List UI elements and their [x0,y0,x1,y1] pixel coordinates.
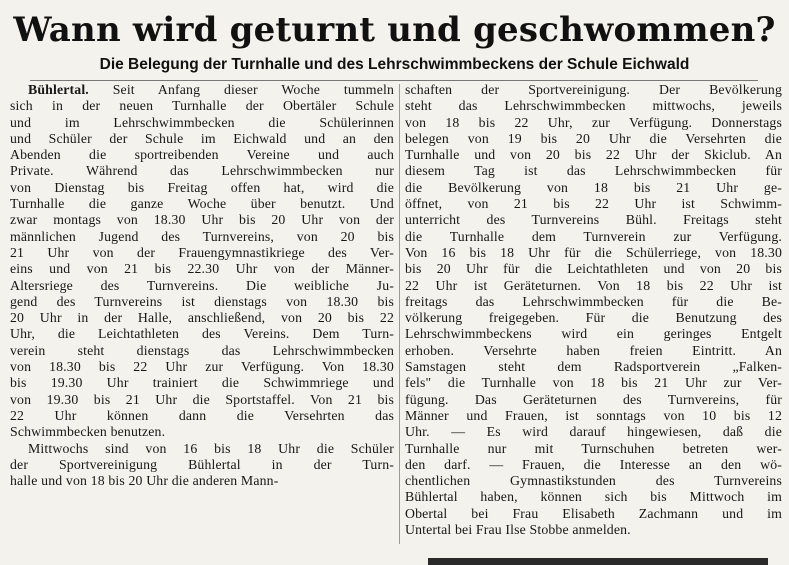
text-line: Lehrschwimmbeckens wird ein geringes Entgelt [405,326,782,342]
text-line: 22 Uhr ist Geräteturnen. Von 18 bis 22 Uhr ist [405,277,782,293]
text-line: die Bevölkerung von 18 bis 21 Uhr ge- [405,179,782,195]
text-line: steht das Lehrschwimmbecken mittwochs, jeweils [405,98,782,114]
header-rule [30,80,758,81]
text-line: gend des Turnvereins ist dienstags von 18.30 bis [10,293,394,309]
text-line: schaften der Sportvereinigung. Der Bevölkerung [405,82,782,97]
article-column-left [10,82,394,489]
text-line: Turnhalle die ganze Woche über benutzt. Und [10,196,394,212]
text-line: Altersriege des Turnvereins. Die weibliche Ju- [10,277,394,293]
text-line: Mittwochs sind von 16 bis 18 Uhr die Schüler [28,440,394,456]
text-line: von 19.30 bis 21 Uhr die Sportstaffel. Von 21 bis [10,391,394,407]
subheadline: Die Belegung der Turnhalle und des Lehrschwimmbeckens der Schule Eichwald [99,56,690,73]
text-line: fels" die Turnhalle von 18 bis 21 Uhr zur Ver- [405,375,782,391]
text-line: erhoben. Versehrte haben freien Eintritt. An [405,342,782,358]
text-line: halle und von 18 bis 20 Uhr die anderen Mann- [10,473,279,489]
text-line: der Sportvereinigung Bühlertal in der Turn- [10,456,394,472]
text-line: bis 20 Uhr für die Leichtathleten und von 20 bis [405,261,782,277]
text-line: fügung. Das Geräteturnen des Turnvereins, für [405,391,782,407]
text-line: Private. Während das Lehrschwimmbecken nur [10,163,394,179]
text-line: zwar montags von 18.30 Uhr bis 20 Uhr von der [10,212,394,228]
text-line: die Turnhalle dem Turnverein zur Verfügung. [405,228,782,244]
text-line: Von 16 bis 18 Uhr für die Schülerriege, von 18.30 [405,244,782,260]
text-line: Samstagen steht dem Radsportverein „Falken- [405,359,782,375]
text-line: von Dienstag bis Freitag offen hat, wird die [10,179,394,195]
text-line: Männer und Frauen, ist sonntags von 10 bis 12 [405,407,782,423]
text-line: Bühlertal haben, können sich bis Mittwoch im [405,489,782,505]
text-line: Schwimmbecken benutzen. [10,424,166,440]
text-line: belegen von 19 bis 20 Uhr die Versehrten die [405,130,782,146]
article-column-right [405,82,782,538]
text-line: Abenden die sportreibenden Vereine und auch [10,147,394,163]
text-line: männlichen Jugend des Turnvereins, von 20 bis [10,228,394,244]
text-line: sich in der neuen Turnhalle der Obertäler Schule [10,98,394,114]
text-line: Untertal bei Frau Ilse Stobbe anmelden. [405,522,631,538]
text-line: freitags das Lehrschwimmbecken für die Be- [405,293,782,309]
text-line: und Schüler der Schule im Eichwald und an den [10,130,394,146]
text-line: Turnhalle und von 20 bis 22 Uhr der Skiclub. An [405,147,782,163]
next-article-edge [428,558,768,565]
text-line: völkerung freigegeben. Für die Benutzung des [405,310,782,326]
text-line: bis 19.30 Uhr trainiert die Schwimmriege und [10,375,394,391]
text-line: unterricht des Turnvereins Bühl. Freitags steht [405,212,782,228]
text-line: und im Lehrschwimmbecken die Schülerinnen [10,114,394,130]
text-line: 21 Uhr von der Frauengymnastikriege des Ver- [10,244,394,260]
text-line: 20 Uhr in der Halle, anschließend, von 20 bis 22 [10,310,394,326]
text-line: eins und von 21 bis 22.30 Uhr von der Männer- [10,261,394,277]
text-line: diesem Tag ist das Lehrschwimmbecken für [405,163,782,179]
headline: Wann wird geturnt und geschwommen? [13,10,776,50]
text-line: Uhr. — Es wird darauf hingewiesen, daß die [405,424,782,440]
text-line: Obertal bei Frau Elisabeth Zachmann und im [405,505,782,521]
text-line: Bühlertal. Seit Anfang dieser Woche tummeln [28,82,394,97]
text-line: chentlichen Gymnastikstunden des Turnvereins [405,473,782,489]
dateline: Bühlertal. [28,82,89,97]
text-line: Uhr, die Leichtathleten des Vereins. Dem Turn- [10,326,394,342]
text-line: von 18 bis 22 Uhr, zur Verfügung. Donnerstags [405,114,782,130]
text-line: den darf. — Frauen, die Interesse an den wö- [405,456,782,472]
text-line: 22 Uhr können dann die Versehrten das [10,407,394,423]
text-line: öffnet, von 21 bis 22 Uhr ist Schwimm- [405,196,782,212]
column-divider [399,84,400,544]
text-line: von 18.30 bis 22 Uhr zur Verfügung. Von 18.30 [10,359,394,375]
text-line: Turnhalle nur mit Turnschuhen betreten wer- [405,440,782,456]
text-line: verein steht dienstags das Lehrschwimmbecken [10,342,394,358]
